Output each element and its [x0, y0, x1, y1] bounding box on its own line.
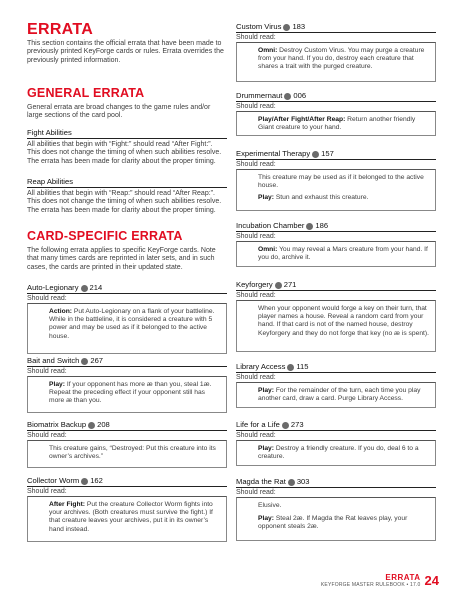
- general-errata-text: General errata are broad changes to the game rules and/or large sections of the card pool.: [27, 104, 211, 120]
- ability-keyword: After Fight:: [49, 501, 86, 508]
- should-read-label: Should read:: [27, 488, 67, 495]
- errata-box: [236, 111, 436, 136]
- errata-intro: This section contains the official errata that have been made to previously printed KeyForge cards or rules. Errata overrides the previously printed information.: [27, 40, 224, 64]
- card-number: 157: [321, 149, 334, 158]
- ability-keyword: Play:: [258, 194, 274, 202]
- errata-box: [236, 300, 436, 352]
- mars-icon: [81, 285, 88, 292]
- card-name: Auto-Legionary: [27, 283, 79, 292]
- should-read-label: Should read:: [27, 368, 67, 375]
- card-number: 303: [296, 477, 310, 486]
- shadows-icon: [275, 282, 282, 289]
- should-read-label: Should read:: [236, 233, 276, 240]
- card-number: 183: [292, 22, 306, 31]
- card-name: Library Access: [236, 362, 286, 371]
- errata-card: [236, 362, 436, 408]
- errata-box: [236, 382, 436, 408]
- ability-text: Put Auto-Legionary on a flank of your battleline. While in the battleline, it is considered a creature with 5 power and may be used as if it belonged to the active house.: [49, 308, 215, 340]
- card-name: Life for a Life: [236, 420, 280, 429]
- ability-text: This creature may be used as if it belonged to the active house.: [258, 174, 424, 190]
- ability-text: You may reveal a Mars creature from your hand. If you do, archive it.: [258, 246, 428, 262]
- should-read-label: Should read:: [27, 295, 67, 302]
- errata-card: [236, 420, 436, 466]
- should-read-label: Should read:: [236, 161, 276, 168]
- logos-icon: [81, 478, 88, 485]
- should-read-label: Should read:: [236, 374, 276, 381]
- errata-box: [27, 496, 227, 542]
- errata-box: [236, 241, 436, 267]
- page-number: 24: [424, 573, 439, 588]
- errata-box: [27, 303, 227, 354]
- errata-card: [236, 221, 436, 267]
- card-name: Biomatrix Backup: [27, 420, 87, 429]
- reap-abilities-text: All abilities that begin with “Reap:” should read “After Reap:”. This does not change the timing of when such abilities resolve. The errata has been made for clarity about the proper timing.: [27, 190, 222, 214]
- brobnar-icon: [284, 93, 291, 100]
- logos-icon: [283, 24, 290, 31]
- card-name: Drummernaut: [236, 91, 283, 100]
- should-read-label: Should read:: [236, 432, 276, 439]
- card-name: Bait and Switch: [27, 356, 80, 365]
- card-number: 273: [290, 420, 304, 429]
- errata-card: [236, 22, 436, 82]
- errata-card: [27, 283, 227, 354]
- general-errata-heading: GENERAL ERRATA: [27, 86, 145, 100]
- should-read-label: Should read:: [236, 292, 276, 299]
- ability-text: When your opponent would forge a key on their turn, that player names a house. Reveal a random card from your hand. If that card is not of the named house, destroy Keyforgery and they do not forge that key (no æ is spent).: [258, 305, 429, 337]
- ability-text: For the remainder of the turn, each time you play another card, draw a card. Purge Library Access.: [258, 387, 421, 403]
- ability-keyword: Play:: [258, 387, 274, 394]
- card-number: 271: [283, 280, 297, 289]
- errata-card: [27, 356, 227, 413]
- errata-card: [27, 476, 227, 542]
- mars-icon: [88, 422, 95, 429]
- errata-box: [236, 169, 436, 211]
- card-name: Custom Virus: [236, 22, 282, 31]
- ability-text: Stun and exhaust this creature.: [273, 194, 369, 202]
- divider: [27, 187, 227, 188]
- card-name: Incubation Chamber: [236, 221, 305, 230]
- card-name: Keyforgery: [236, 280, 273, 289]
- shadows-icon: [282, 422, 289, 429]
- errata-box: [236, 497, 436, 541]
- ability-text: If your opponent has more æ than you, steal 1æ. Repeat the preceding effect if your opponent still has more æ than you.: [49, 381, 212, 405]
- should-read-label: Should read:: [236, 489, 276, 496]
- should-read-label: Should read:: [236, 103, 276, 110]
- errata-card: [27, 420, 227, 468]
- divider: [27, 138, 227, 139]
- mars-icon: [306, 223, 313, 230]
- footer-book-title: KEYFORGE MASTER RULEBOOK • 17.0: [320, 582, 421, 588]
- ability-keyword: Play:: [258, 515, 274, 523]
- card-number: 162: [90, 476, 103, 485]
- errata-card: [236, 477, 436, 541]
- footer-section-title: ERRATA: [385, 573, 421, 582]
- card-number: 267: [90, 356, 104, 365]
- ability-text: Elusive.: [258, 502, 282, 509]
- fight-abilities-title: Fight Abilities: [27, 128, 72, 137]
- card-specific-text: The following errata applies to specific KeyForge cards. Note that many times cards are reprinted in later sets, and in such cases, the cards are printed in their updated state.: [27, 247, 216, 271]
- should-read-label: Should read:: [27, 432, 67, 439]
- card-number: 208: [97, 420, 110, 429]
- card-number: 214: [89, 283, 103, 292]
- errata-card: [236, 149, 436, 211]
- errata-box: [27, 376, 227, 413]
- errata-box: [236, 42, 436, 82]
- ability-text: Steal 2æ. If Magda the Rat leaves play, your opponent steals 2æ.: [258, 515, 408, 531]
- card-name: Collector Worm: [27, 476, 80, 485]
- page-footer: [321, 573, 439, 588]
- fight-abilities-text: All abilities that begin with “Fight:” should read “After Fight:”. This does not change the timing of when such abilities resolve. The errata has been made for clarity about the proper timing.: [27, 141, 222, 165]
- ability-keyword: Omni:: [258, 246, 278, 253]
- ability-keyword: Omni:: [258, 47, 278, 54]
- ability-keyword: Play:: [258, 445, 274, 452]
- card-number: 186: [315, 221, 329, 230]
- logos-icon: [312, 151, 319, 158]
- card-name: Experimental Therapy: [236, 149, 311, 158]
- ability-text: Destroy Custom Virus. You may purge a creature from your hand. If you do, destroy each creature that shares a trait with the purged creature.: [258, 47, 425, 71]
- card-number: 006: [293, 91, 307, 100]
- reap-abilities-title: Reap Abilities: [27, 177, 74, 186]
- ability-keyword: Action:: [49, 308, 73, 315]
- errata-card: [236, 280, 436, 352]
- ability-text: Destroy a friendly creature. If you do, deal 6 to a creature.: [258, 445, 419, 461]
- errata-box: [236, 440, 436, 466]
- shadows-icon: [288, 479, 295, 486]
- logos-icon: [287, 364, 294, 371]
- ability-keyword: Play/After Fight/After Reap:: [258, 116, 346, 123]
- ability-keyword: Play:: [49, 381, 65, 388]
- ability-text: Return another friendly Giant creature to your hand.: [258, 116, 416, 132]
- ability-text: This creature gains, “Destroyed: Put this creature into its owner’s archives.”: [49, 445, 216, 461]
- card-specific-heading: CARD-SPECIFIC ERRATA: [27, 229, 183, 243]
- shadows-icon: [81, 358, 88, 365]
- ability-text: Put the creature Collector Worm fights into your archives. (Both creatures must survive the fight.) If that creature leaves your archives, put it in its owner’s hand instead.: [49, 501, 213, 533]
- card-name: Magda the Rat: [236, 477, 286, 486]
- should-read-label: Should read:: [236, 34, 276, 41]
- card-number: 115: [296, 362, 309, 371]
- errata-heading: ERRATA: [27, 21, 94, 38]
- errata-box: [27, 440, 227, 468]
- errata-card: [236, 91, 436, 136]
